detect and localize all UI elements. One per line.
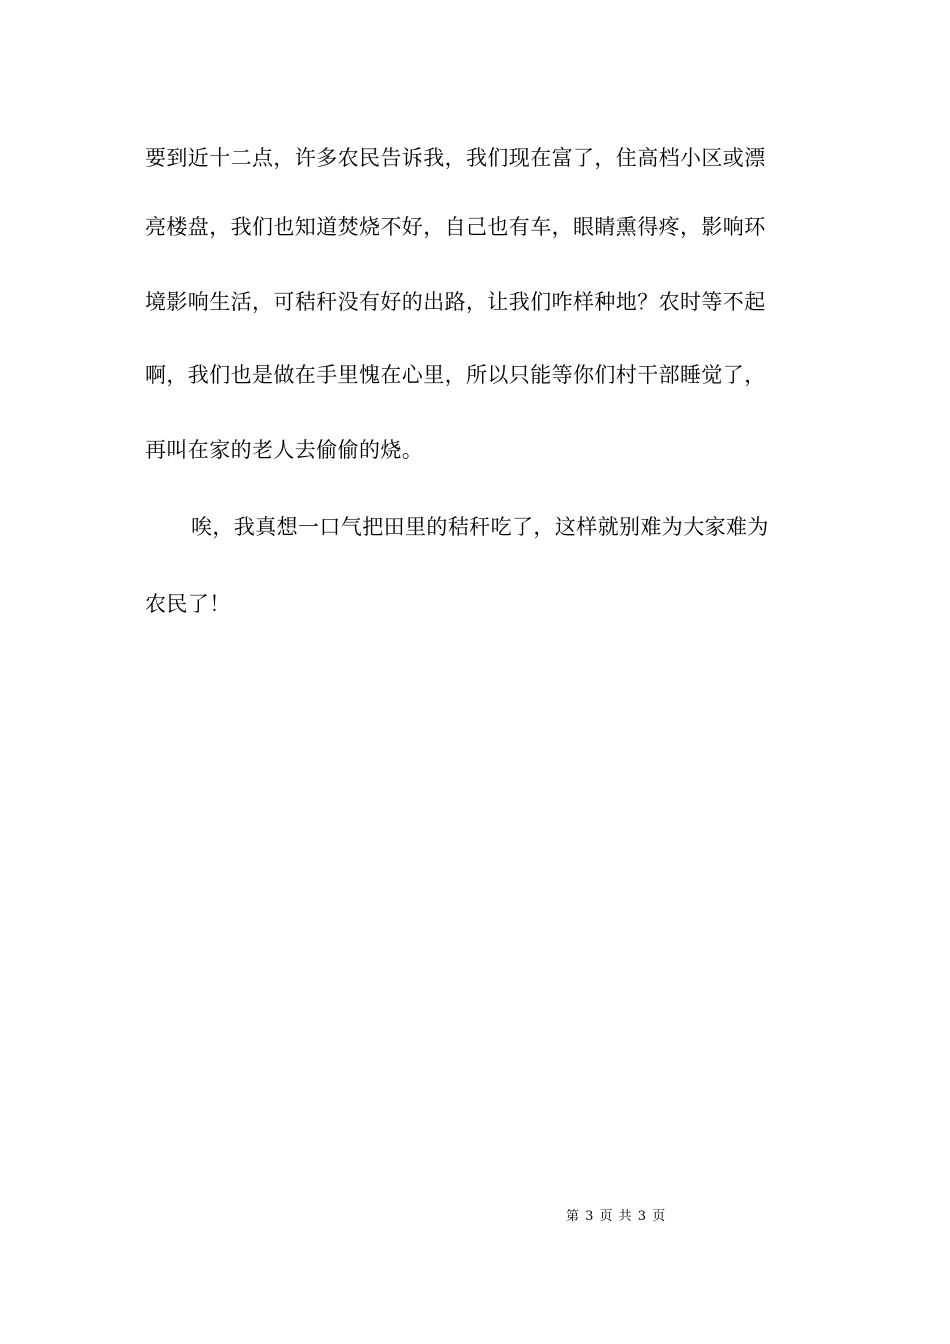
paragraph-1-line-4: 啊，我们也是做在手里愧在心里，所以只能等你们村干部睡觉了， (145, 363, 766, 387)
paragraph-2-line-1: 唉，我真想一口气把田里的秸秆吃了，这样就别难为大家难为 (191, 515, 769, 539)
paragraph-1-line-1: 要到近十二点，许多农民告诉我，我们现在富了，住高档小区或漂 (145, 146, 766, 170)
paragraph-2-line-2: 农民了！ (145, 592, 231, 616)
paragraph-1-line-3: 境影响生活，可秸秆没有好的出路，让我们咋样种地？农时等不起 (145, 290, 766, 314)
page-number-footer: 第 3 页 共 3 页 (566, 1209, 667, 1224)
paragraph-1-line-5: 再叫在家的老人去偷偷的烧。 (145, 438, 424, 462)
paragraph-1-line-2: 亮楼盘，我们也知道焚烧不好，自己也有车，眼睛熏得疼，影响环 (145, 215, 766, 239)
